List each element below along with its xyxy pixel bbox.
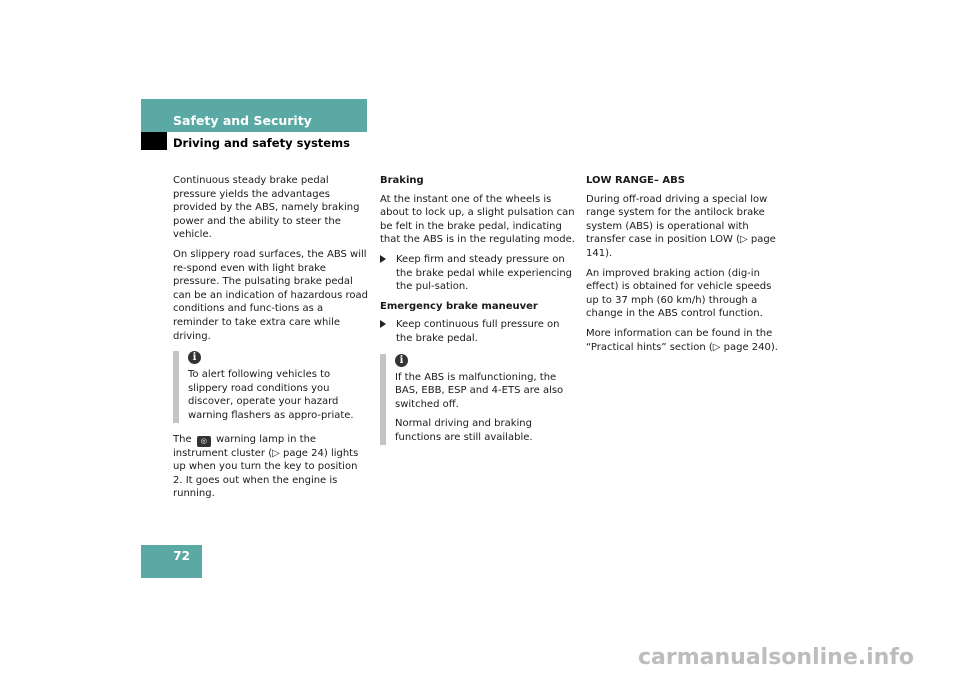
page-number-box bbox=[141, 545, 202, 578]
info-note bbox=[380, 354, 576, 445]
bullet-arrow-icon bbox=[380, 320, 386, 328]
column-middle bbox=[380, 174, 576, 455]
paragraph: Continuous steady brake pedal pressure yields the advantages provided by the ABS, namely braking power and the ability to steer the vehicle. bbox=[173, 175, 360, 241]
note-text: Normal driving and braking functions are still available. bbox=[395, 418, 533, 443]
info-note bbox=[173, 351, 369, 422]
column-right bbox=[586, 174, 786, 360]
paragraph: At the instant one of the wheels is about to lock up, a slight pulsation can be felt in the brake pedal, indicating that the ABS is in the regulating mode. bbox=[380, 193, 575, 246]
page-number: 72 bbox=[173, 549, 190, 563]
bullet-text: Keep continuous full pressure on the brake pedal. bbox=[396, 319, 560, 344]
section-title: Safety and Security bbox=[173, 113, 312, 128]
bullet-text: Keep firm and steady pressure on the brake pedal while experiencing the pul-sation. bbox=[396, 253, 573, 293]
bullet-item bbox=[380, 318, 576, 345]
bullet-arrow-icon bbox=[380, 255, 386, 263]
heading-emergency: Emergency brake maneuver bbox=[380, 300, 538, 312]
paragraph: During off-road driving a special low range system for the antilock brake system (ABS) is operational with transfer case in position LOW (▷ page 141). bbox=[586, 193, 776, 259]
subsection-title: Driving and safety systems bbox=[173, 136, 350, 150]
heading-low-range-abs: LOW RANGE– ABS bbox=[586, 175, 685, 186]
note-bar bbox=[380, 354, 386, 445]
header-tab bbox=[141, 132, 167, 150]
text-fragment: warning lamp in the instrument cluster (▷ page 24) lights up when you turn the key to position 2. It goes out when the engine is running. bbox=[173, 433, 359, 500]
abs-warning-lamp-icon: ◎ bbox=[197, 436, 211, 447]
column-left bbox=[173, 174, 369, 507]
note-text: If the ABS is malfunctioning, the BAS, EBB, ESP and 4-ETS are also switched off. bbox=[395, 371, 564, 410]
paragraph: An improved braking action (dig-in effect) is obtained for vehicle speeds up to 37 mph (60 km/h) through a change in the ABS control function. bbox=[586, 267, 772, 320]
paragraph bbox=[173, 433, 369, 501]
note-bar bbox=[173, 351, 179, 422]
info-icon: i bbox=[188, 351, 201, 364]
watermark: carmanualsonline.info bbox=[638, 645, 914, 670]
note-text: To alert following vehicles to slippery road conditions you discover, operate your hazard warning flashers as appro-priate. bbox=[188, 369, 354, 421]
paragraph: More information can be found in the “Practical hints” section (▷ page 240). bbox=[586, 327, 778, 353]
heading-braking: Braking bbox=[380, 175, 424, 186]
text-fragment: The bbox=[173, 433, 192, 445]
paragraph: On slippery road surfaces, the ABS will re-spond even with light brake pressure. The pulsating brake pedal can be an indication of hazardous road conditions and func-tions as a reminder to take extra care while driving. bbox=[173, 248, 368, 342]
bullet-item bbox=[380, 253, 576, 294]
info-icon: i bbox=[395, 354, 408, 367]
